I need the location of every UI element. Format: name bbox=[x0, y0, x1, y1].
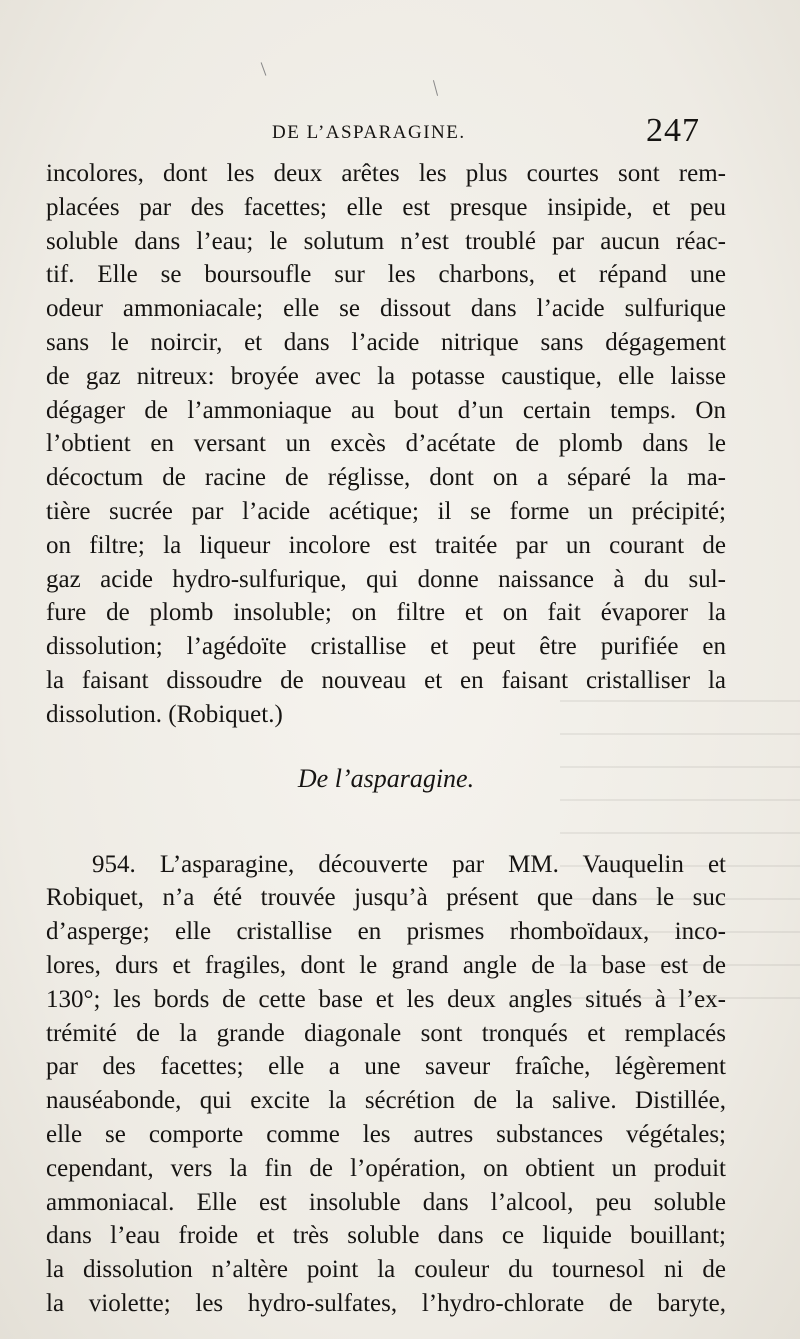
section-heading: De l’asparagine. bbox=[297, 763, 475, 793]
text-line: tière sucrée par l’acide acétique; il se forme un précipité; bbox=[46, 497, 726, 525]
text-line: par des facettes; elle a une saveur fraîche, légèrement bbox=[46, 1053, 726, 1081]
text-line: 130°; les bords de cette base et les deux angles situés à l’ex- bbox=[46, 985, 726, 1013]
text-line: sans le noircir, et dans l’acide nitrique sans dégagement bbox=[46, 328, 726, 356]
text-line: dissolution; l’agédoïte cristallise et peut être purifiée en bbox=[46, 633, 726, 661]
paragraph-continued bbox=[46, 157, 726, 732]
text-line: gaz acide hydro-sulfurique, qui donne naissance à du sul- bbox=[46, 565, 726, 593]
spacer bbox=[46, 818, 726, 848]
text-line: soluble dans l’eau; le solutum n’est troublé par aucun réac- bbox=[46, 227, 726, 255]
text-line: décoctum de racine de réglisse, dont on a séparé la ma- bbox=[46, 464, 726, 492]
text-line: l’obtient en versant un excès d’acétate de plomb dans le bbox=[46, 430, 726, 458]
running-title: DE L’ASPARAGINE. bbox=[272, 122, 466, 143]
text-line: de gaz nitreux: broyée avec la potasse caustique, elle laisse bbox=[46, 362, 726, 390]
text-line: ammoniacal. Elle est insoluble dans l’alcool, peu soluble bbox=[46, 1188, 726, 1216]
text-line: la dissolution n’altère point la couleur du tournesol ni de bbox=[46, 1256, 726, 1284]
text-line: elle se comporte comme les autres substances végétales; bbox=[46, 1120, 726, 1148]
margin-mark bbox=[433, 80, 438, 96]
text-line: trémité de la grande diagonale sont tronqués et remplacés bbox=[46, 1019, 726, 1047]
text-line: d’asperge; elle cristallise en prismes rhomboïdaux, inco- bbox=[46, 918, 726, 946]
text-line: lores, durs et fragiles, dont le grand angle de la base est de bbox=[46, 951, 726, 979]
running-head bbox=[0, 112, 800, 152]
text-line: nauséabonde, qui excite la sécrétion de la salive. Distillée, bbox=[46, 1087, 726, 1115]
text-line: Robiquet, n’a été trouvée jusqu’à présent que dans le suc bbox=[46, 884, 726, 912]
text-line: placées par des facettes; elle est presque insipide, et peu bbox=[46, 193, 726, 221]
text-line: cependant, vers la fin de l’opération, on obtient un produit bbox=[46, 1154, 726, 1182]
paragraph-954 bbox=[46, 848, 726, 1321]
text-line: fure de plomb insoluble; on filtre et on fait évaporer la bbox=[46, 599, 726, 627]
text-line: on filtre; la liqueur incolore est traitée par un courant de bbox=[46, 531, 726, 559]
page-number: 247 bbox=[646, 112, 700, 149]
text-line: incolores, dont les deux arêtes les plus courtes sont rem- bbox=[46, 160, 726, 187]
margin-mark bbox=[261, 62, 267, 75]
text-line: odeur ammoniacale; elle se dissout dans l’acide sulfurique bbox=[46, 295, 726, 323]
text-line: 954. L’asparagine, découverte par MM. Vauquelin et bbox=[92, 850, 726, 878]
text-line: dissolution. (Robiquet.) bbox=[46, 700, 283, 728]
text-line: dans l’eau froide et très soluble dans ce liquide bouillant; bbox=[46, 1222, 726, 1250]
text-line: la violette; les hydro-sulfates, l’hydro-chlorate de baryte, bbox=[46, 1289, 726, 1317]
text-line: dégager de l’ammoniaque au bout d’un certain temps. On bbox=[46, 396, 726, 424]
text-line: la faisant dissoudre de nouveau et en faisant cristalliser la bbox=[46, 666, 726, 694]
body-text bbox=[46, 157, 726, 1321]
text-line: tif. Elle se boursoufle sur les charbons, et répand une bbox=[46, 261, 726, 289]
